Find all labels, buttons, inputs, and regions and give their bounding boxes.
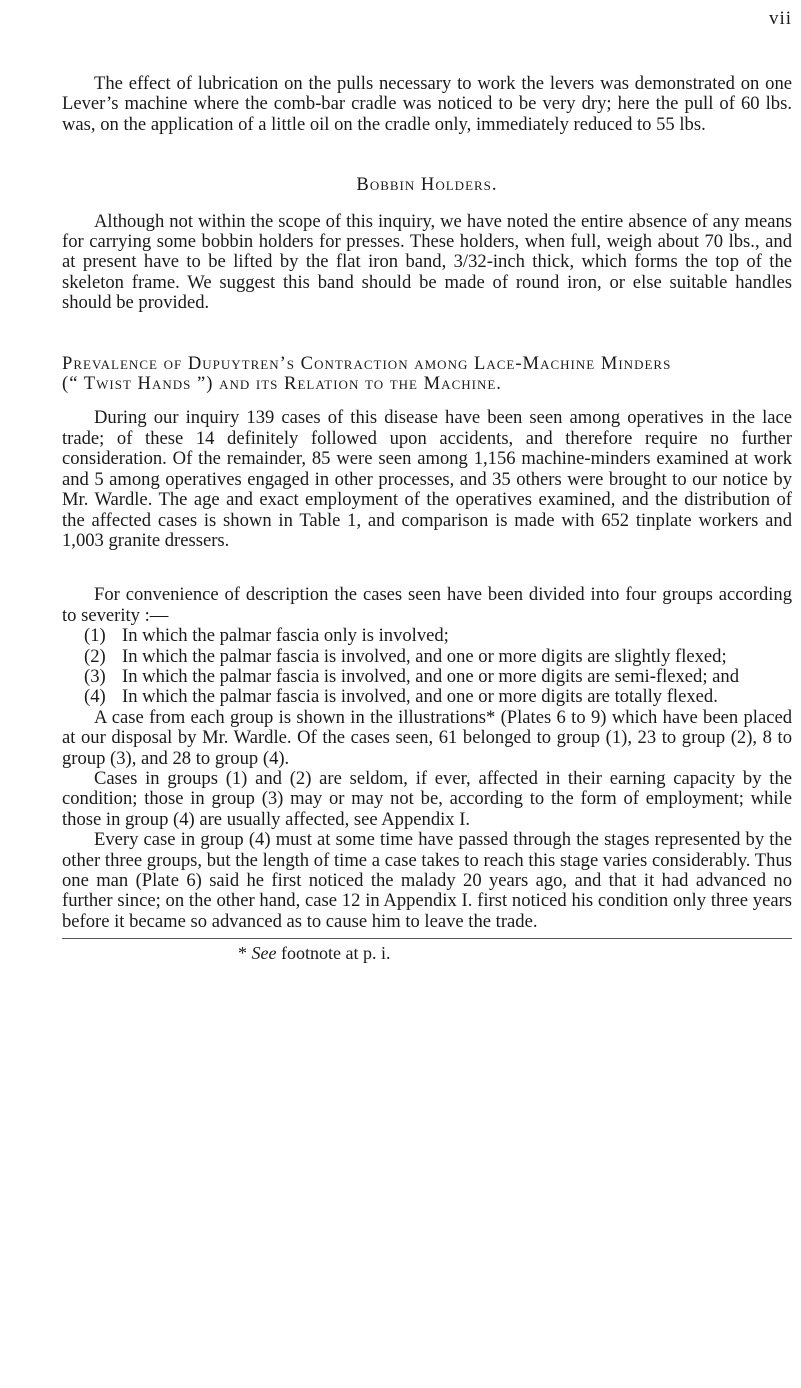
footnote-text: footnote at p. i. xyxy=(276,943,391,964)
footnote-see: See xyxy=(251,943,277,964)
footnote xyxy=(62,943,792,963)
paragraph-groups-intro: For convenience of description the cases seen have been divided into four groups according to severity :— xyxy=(62,584,792,626)
list-item xyxy=(62,667,792,687)
paragraph-illustrations: A case from each group is shown in the illustrations* (Plates 6 to 9) which have been placed at our disposal by Mr. Wardle. Of the cases seen, 61 belonged to group (1), 23 to group (2), 8 to group (3), and 28 to group (4). xyxy=(62,706,792,769)
list-item xyxy=(62,687,792,707)
paragraph-bobbin-holders: Although not within the scope of this inquiry, we have noted the entire absence of any means for carrying some bobbin holders for presses. These holders, when full, weigh about 70 lbs., and at present have to be lifted by the flat iron band, 3/32-inch thick, which forms the top of the skeleton frame. We suggest this band should be made of round iron, or else suitable handles should be provided. xyxy=(62,210,792,314)
list-item-text: In which the palmar fascia only is involved; xyxy=(122,625,449,647)
list-item-text: In which the palmar fascia is involved, and one or more digits are slightly flexed; xyxy=(122,645,727,667)
list-item xyxy=(62,626,792,646)
document-page xyxy=(62,8,792,964)
list-item-number: (3) xyxy=(84,665,106,687)
list-item-number: (2) xyxy=(84,645,106,667)
list-item xyxy=(62,647,792,667)
paragraph-inquiry: During our inquiry 139 cases of this disease have been seen among operatives in the lace trade; of these 14 definitely followed upon accidents, and therefore require no further consideration. Of the remainder, 85 were seen among 1,156 machine-minders examined at work and 5 among operatives engaged in other processes, and 35 others were brought to our notice by Mr. Wardle. The age and exact employment of the operatives examined, and the distribution of the affected cases is shown in Table 1, and comparison is made with 652 tinplate workers and 1,003 granite dressers. xyxy=(62,407,792,551)
list-item-number: (1) xyxy=(84,625,106,647)
list-item-number: (4) xyxy=(84,686,106,708)
list-item-text: In which the palmar fascia is involved, and one or more digits are semi-flexed; and xyxy=(122,665,740,687)
heading-bobbin-holders: Bobbin Holders. xyxy=(356,174,498,196)
severity-groups-list xyxy=(62,626,792,708)
page-number: vii xyxy=(768,8,792,29)
paragraph-lubrication: The effect of lubrication on the pulls necessary to work the levers was demonstrated on one Lever’s machine where the comb-bar cradle was noticed to be very dry; here the pull of 60 lbs. was, on the application of a little oil on the cradle only, immediately reduced to 55 lbs. xyxy=(62,73,792,135)
heading-dupuytren xyxy=(62,354,792,395)
heading-dupuytren-line2: (“ Twist Hands ”) and its Relation to the Machine. xyxy=(62,373,502,395)
heading-dupuytren-line1: Prevalence of Dupuytren’s Contraction among Lace-Machine Minders xyxy=(62,352,672,374)
spacer xyxy=(62,551,792,585)
footnote-marker: * xyxy=(238,943,252,964)
paragraph-earning-capacity: Cases in groups (1) and (2) are seldom, if ever, affected in their earning capacity by the condition; those in group (3) may or may not be, according to the form of employment; while those in group (4) are usually affected, see Appendix I. xyxy=(62,767,792,830)
paragraph-stages: Every case in group (4) must at some time have passed through the stages represented by the other three groups, but the length of time a case takes to reach this stage varies considerably. Thus one man (Plate 6) said he first noticed the malady 20 years ago, and that it had advanced no further since; on the other hand, case 12 in Appendix I. first noticed his condition only three years before it became so advanced as to cause him to leave the trade. xyxy=(62,829,792,932)
list-item-text: In which the palmar fascia is involved, and one or more digits are totally flexed. xyxy=(122,686,718,708)
footnote-divider xyxy=(62,938,792,939)
